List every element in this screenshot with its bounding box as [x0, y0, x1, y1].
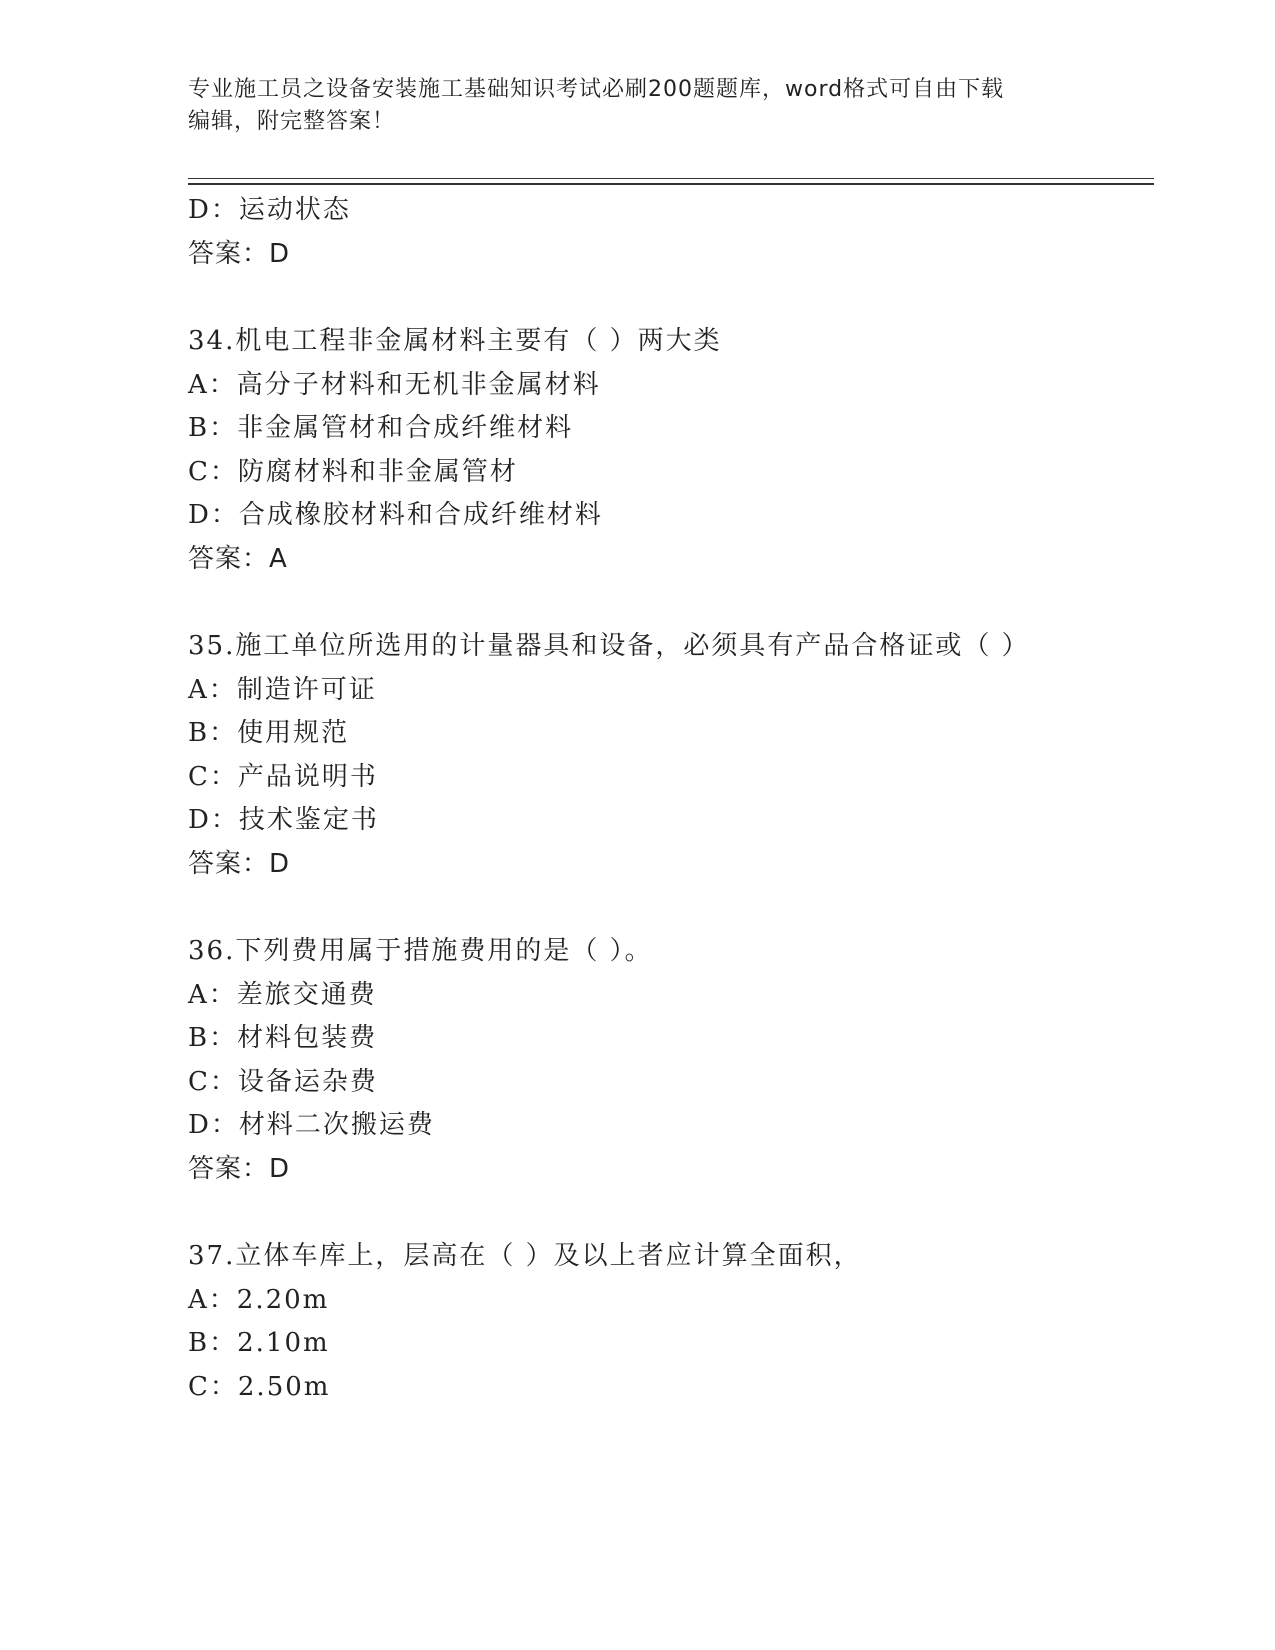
question-36-answer: 答案：D — [188, 1154, 291, 1184]
question-34-option-d: D：合成橡胶材料和合成纤维材料 — [188, 500, 603, 530]
question-35-option-c: C：产品说明书 — [188, 762, 378, 792]
header-title-line-1: 专业施工员之设备安装施工基础知识考试必刷200题题库，word格式可自由下载 — [188, 77, 1005, 102]
question-37-option-b: B：2.10m — [188, 1328, 330, 1358]
question-35-option-a: A：制造许可证 — [188, 675, 377, 705]
question-36-option-c: C：设备运杂费 — [188, 1067, 378, 1097]
question-34-option-b: B：非金属管材和合成纤维材料 — [188, 413, 574, 443]
question-35-option-b: B：使用规范 — [188, 718, 350, 748]
header-divider-thin — [188, 178, 1154, 179]
question-36-stem: 36.下列费用属于措施费用的是（ ）。 — [188, 936, 653, 966]
question-34-answer: 答案：A — [188, 544, 288, 574]
carryover-option-d: D：运动状态 — [188, 195, 351, 225]
question-34-option-a: A：高分子材料和无机非金属材料 — [188, 370, 601, 400]
question-36-option-b: B：材料包装费 — [188, 1023, 378, 1053]
question-37-stem: 37.立体车库上，层高在（ ）及以上者应计算全面积， — [188, 1241, 862, 1271]
question-36-option-d: D：材料二次搬运费 — [188, 1110, 435, 1140]
question-37-option-a: A：2.20m — [188, 1285, 330, 1315]
header-title-line-2: 编辑，附完整答案！ — [188, 109, 396, 134]
question-34-option-c: C：防腐材料和非金属管材 — [188, 457, 518, 487]
page-header — [188, 74, 1088, 138]
question-36-option-a: A：差旅交通费 — [188, 980, 377, 1010]
question-35-option-d: D：技术鉴定书 — [188, 805, 379, 835]
question-34-stem: 34.机电工程非金属材料主要有（ ）两大类 — [188, 326, 722, 356]
question-37-option-c: C：2.50m — [188, 1372, 331, 1402]
question-35-answer: 答案：D — [188, 849, 291, 879]
carryover-answer: 答案：D — [188, 239, 291, 269]
question-35-stem: 35.施工单位所选用的计量器具和设备，必须具有产品合格证或（ ） — [188, 631, 1030, 661]
header-divider-thick — [188, 183, 1154, 185]
